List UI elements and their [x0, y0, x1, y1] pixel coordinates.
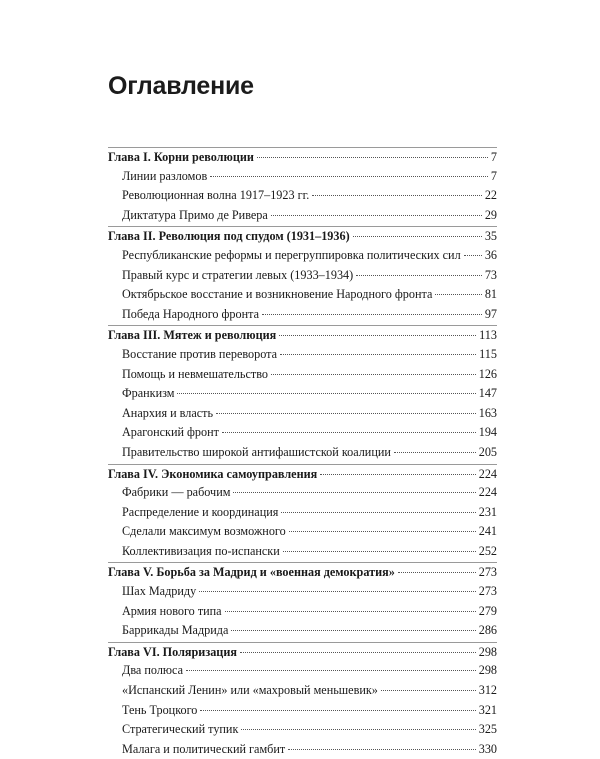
page-number: 298: [478, 644, 497, 659]
dot-leader: [289, 531, 476, 532]
section-title: Два полюса: [122, 663, 183, 678]
chapter-block: [108, 325, 497, 462]
page-number: 126: [478, 366, 497, 381]
section-entry[interactable]: [108, 720, 497, 740]
chapter-entry[interactable]: [108, 563, 497, 582]
dot-leader: [281, 512, 475, 513]
page-number: 205: [478, 444, 497, 459]
dot-leader: [353, 236, 482, 237]
chapter-entry[interactable]: [108, 227, 497, 246]
section-title: Шах Мадриду: [122, 584, 197, 599]
page-number: 273: [478, 565, 497, 580]
section-title: Победа Народного фронта: [122, 306, 260, 321]
section-title: Малага и политический гамбит: [122, 741, 286, 756]
section-entry[interactable]: [108, 404, 497, 424]
section-title: Коллективизация по-испански: [122, 543, 280, 558]
dot-leader: [257, 157, 488, 158]
section-title: Правый курс и стратегии левых (1933–1934): [122, 267, 354, 282]
section-entry[interactable]: [108, 285, 497, 305]
section-title: Линии разломов: [122, 168, 208, 183]
section-title: Диктатура Примо де Ривера: [122, 207, 268, 222]
chapter-title: Глава VI. Поляризация: [108, 644, 237, 659]
dot-leader: [271, 215, 482, 216]
section-entry[interactable]: [108, 503, 497, 523]
page-number: 29: [484, 207, 497, 222]
page-number: 321: [478, 702, 497, 717]
page-number: 279: [478, 603, 497, 618]
chapter-title: Глава II. Революция под спудом (1931–1936): [108, 229, 350, 244]
section-entry[interactable]: [108, 522, 497, 542]
dot-leader: [464, 255, 482, 256]
section-title: Республиканские реформы и перегруппировка политических сил: [122, 247, 461, 262]
dot-leader: [279, 335, 476, 336]
section-entry[interactable]: [108, 345, 497, 365]
chapter-title: Глава III. Мятеж и революция: [108, 328, 277, 343]
page-number: 325: [478, 722, 497, 737]
dot-leader: [186, 670, 476, 671]
section-title: Тень Троцкого: [122, 702, 198, 717]
page-number: 7: [490, 150, 497, 164]
section-title: Баррикады Мадрида: [122, 623, 229, 638]
section-entry[interactable]: [108, 443, 497, 463]
section-title: Франкизм: [122, 386, 175, 401]
section-title: Распределение и координация: [122, 504, 279, 519]
page-number: 330: [478, 741, 497, 756]
dot-leader: [435, 294, 481, 295]
dot-leader: [320, 474, 476, 475]
dot-leader: [177, 393, 475, 394]
section-title: Анархия и власть: [122, 405, 214, 420]
section-entry[interactable]: [108, 384, 497, 404]
dot-leader: [222, 432, 476, 433]
section-title: Революционная волна 1917–1923 гг.: [122, 188, 310, 203]
chapter-title: Глава V. Борьба за Мадрид и «военная демократия»: [108, 565, 395, 580]
page-number: 97: [484, 306, 497, 321]
section-entry[interactable]: [108, 423, 497, 443]
page-number: 194: [478, 425, 497, 440]
section-title: «Испанский Ленин» или «махровый меньшевик»: [122, 683, 378, 698]
section-entry[interactable]: [108, 621, 497, 641]
page-number: 115: [479, 346, 497, 361]
section-entry[interactable]: [108, 740, 497, 759]
chapter-entry[interactable]: [108, 643, 497, 662]
chapter-block: [108, 147, 497, 225]
page-number: 224: [478, 485, 497, 500]
section-title: Армия нового типа: [122, 603, 222, 618]
section-entry[interactable]: [108, 167, 497, 187]
chapter-title: Глава IV. Экономика самоуправления: [108, 466, 318, 481]
page-number: 231: [478, 504, 497, 519]
dot-leader: [240, 652, 476, 653]
page-number: 163: [478, 405, 497, 420]
chapter-block: [108, 562, 497, 640]
section-entry[interactable]: [108, 542, 497, 562]
dot-leader: [216, 413, 476, 414]
dot-leader: [356, 275, 482, 276]
section-entry[interactable]: [108, 483, 497, 503]
page-number: 252: [478, 543, 497, 558]
page-number: 298: [478, 663, 497, 678]
dot-leader: [262, 314, 482, 315]
section-title: Октябрьское восстание и возникновение Народного фронта: [122, 287, 433, 302]
dot-leader: [241, 729, 475, 730]
dot-leader: [200, 710, 475, 711]
section-entry[interactable]: [108, 681, 497, 701]
section-title: Правительство широкой антифашистской коалиции: [122, 444, 391, 459]
section-entry[interactable]: [108, 206, 497, 226]
dot-leader: [210, 176, 488, 177]
page-number: 35: [484, 229, 497, 244]
section-title: Фабрики — рабочим: [122, 485, 231, 500]
chapter-block: [108, 642, 497, 759]
chapter-entry[interactable]: [108, 465, 497, 484]
page-number: 147: [478, 386, 497, 401]
page-number: 273: [478, 584, 497, 599]
dot-leader: [280, 354, 476, 355]
section-title: Сделали максимум возможного: [122, 524, 286, 539]
dot-leader: [199, 591, 476, 592]
section-title: Стратегический тупик: [122, 722, 239, 737]
page-number: 312: [478, 683, 497, 698]
dot-leader: [231, 630, 475, 631]
chapter-block: [108, 226, 497, 324]
section-entry[interactable]: [108, 186, 497, 206]
section-entry[interactable]: [108, 701, 497, 721]
page-number: 73: [484, 267, 497, 282]
section-entry[interactable]: [108, 305, 497, 325]
dot-leader: [271, 374, 476, 375]
page-title: Оглавление: [108, 72, 254, 100]
dot-leader: [233, 492, 475, 493]
page-number: 36: [484, 247, 497, 262]
chapter-entry[interactable]: [108, 326, 497, 345]
chapter-title: Глава I. Корни революции: [108, 150, 254, 164]
section-entry[interactable]: [108, 661, 497, 681]
dot-leader: [225, 611, 476, 612]
dot-leader: [283, 551, 476, 552]
page-number: 241: [478, 524, 497, 539]
dot-leader: [394, 452, 476, 453]
page-number: 81: [484, 287, 497, 302]
chapter-entry[interactable]: [108, 148, 497, 167]
dot-leader: [312, 195, 482, 196]
section-entry[interactable]: [108, 365, 497, 385]
section-title: Помощь и невмешательство: [122, 366, 268, 381]
page-number: 113: [479, 328, 497, 343]
section-entry[interactable]: [108, 266, 497, 286]
page-number: 22: [484, 188, 497, 203]
page-number: 286: [478, 623, 497, 638]
table-of-contents: [108, 147, 497, 759]
chapter-block: [108, 464, 497, 562]
section-entry[interactable]: [108, 582, 497, 602]
section-entry[interactable]: [108, 246, 497, 266]
section-title: Арагонский фронт: [122, 425, 219, 440]
page-number: 7: [490, 168, 497, 183]
dot-leader: [381, 690, 476, 691]
section-title: Восстание против переворота: [122, 346, 278, 361]
section-entry[interactable]: [108, 602, 497, 622]
dot-leader: [398, 572, 476, 573]
page-number: 224: [478, 466, 497, 481]
